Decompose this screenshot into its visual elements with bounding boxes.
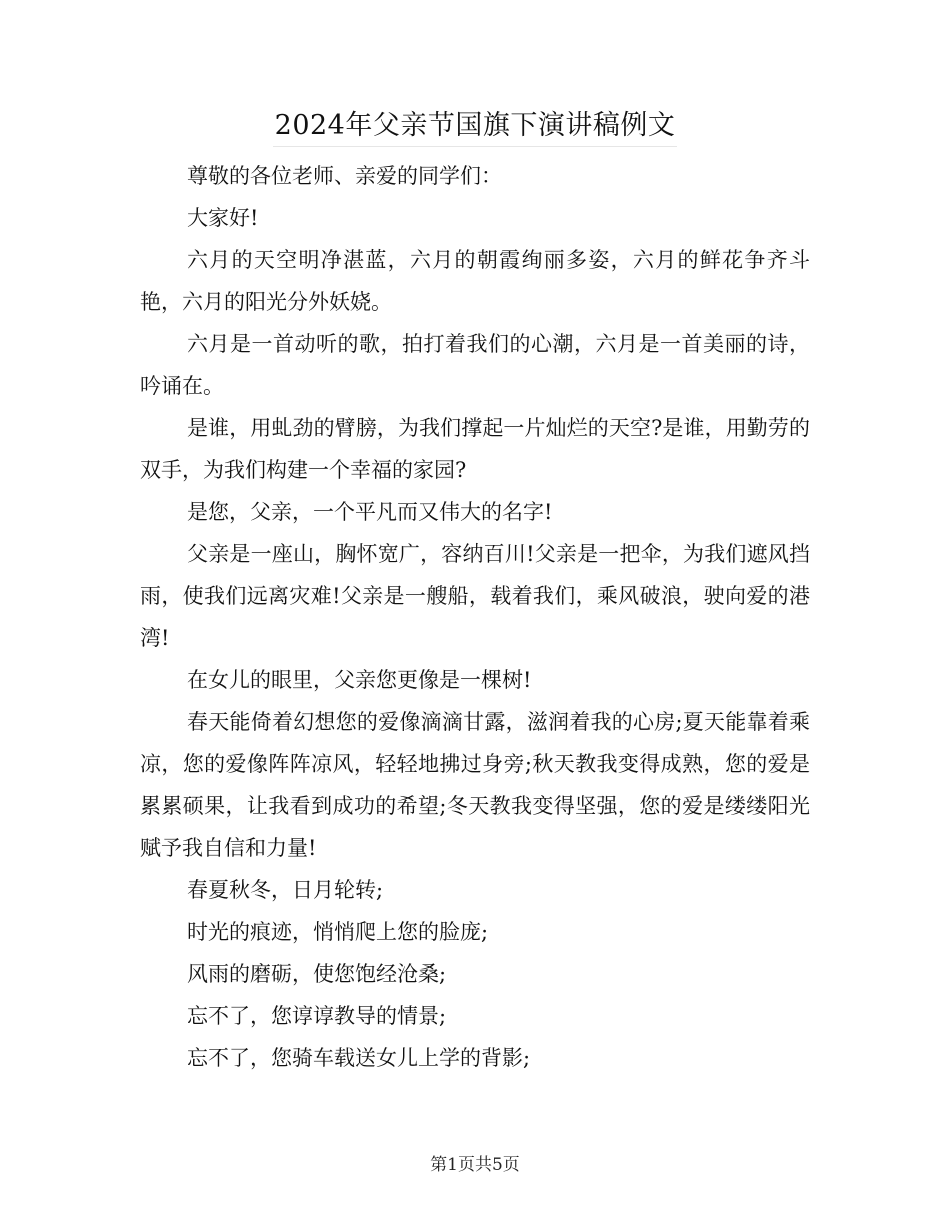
- paragraph: 春天能倚着幻想您的爱像滴滴甘露，滋润着我的心房;夏天能靠着乘凉，您的爱像阵阵凉风，轻轻地拂过身旁;秋天教我变得成熟，您的爱是累累硕果，让我看到成功的希望;冬天教我变得坚强，您的爱是缕缕阳光赋予我自信和力量!: [140, 710, 810, 860]
- paragraph: 大家好!: [187, 206, 259, 230]
- title-area: [0, 103, 950, 147]
- paragraph: 父亲是一座山，胸怀宽广，容纳百川!父亲是一把伞，为我们遮风挡雨，使我们远离灾难!父亲是一艘船，载着我们，乘风破浪，驶向爱的港湾!: [140, 542, 810, 650]
- paragraph: 六月是一首动听的歌，拍打着我们的心潮，六月是一首美丽的诗，吟诵在。: [140, 332, 810, 398]
- paragraph: 风雨的磨砺，使您饱经沧桑;: [187, 962, 447, 986]
- paragraph: 春夏秋冬，日月轮转;: [187, 878, 384, 902]
- paragraph: 忘不了，您骑车载送女儿上学的背影;: [187, 1046, 531, 1070]
- paragraph: 在女儿的眼里，父亲您更像是一棵树!: [187, 668, 532, 692]
- paragraph: 是谁，用虬劲的臂膀，为我们撑起一片灿烂的天空?是谁，用勤劳的双手，为我们构建一个幸福的家园?: [140, 416, 810, 482]
- paragraph: 是您，父亲，一个平凡而又伟大的名字!: [187, 500, 553, 524]
- page-footer: 第1页共5页: [430, 1155, 520, 1175]
- paragraph: 六月的天空明净湛蓝，六月的朝霞绚丽多姿，六月的鲜花争齐斗艳，六月的阳光分外妖娆。: [140, 248, 810, 314]
- paragraph: 忘不了，您谆谆教导的情景;: [187, 1004, 447, 1028]
- paragraph: 时光的痕迹，悄悄爬上您的脸庞;: [187, 920, 489, 944]
- document-body: [140, 155, 810, 1079]
- paragraph: 尊敬的各位老师、亲爱的同学们：: [187, 164, 502, 188]
- document-title: 2024年父亲节国旗下演讲稿例文: [273, 103, 678, 147]
